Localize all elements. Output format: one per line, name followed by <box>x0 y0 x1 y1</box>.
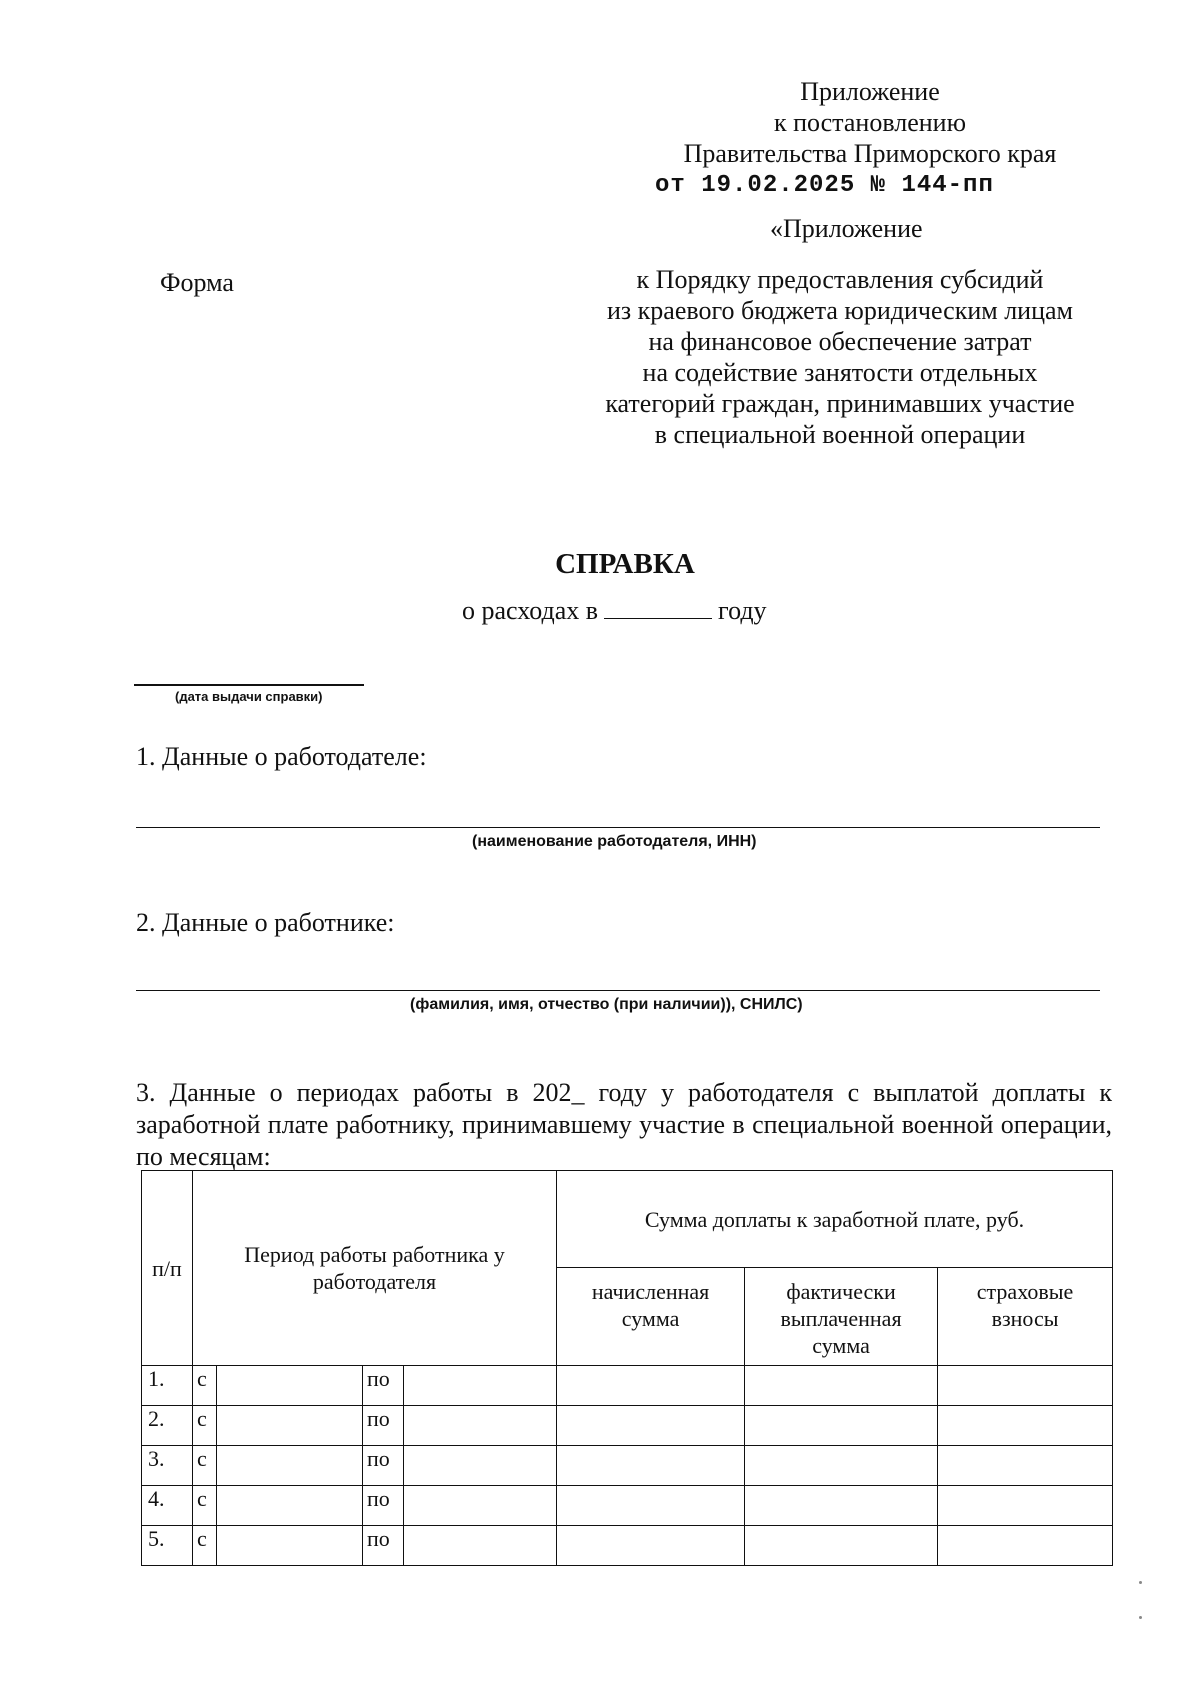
row-paid-cell[interactable] <box>745 1526 938 1566</box>
employer-caption: (наименование работодателя, ИНН) <box>472 833 757 850</box>
order-line: категорий граждан, принимавших участие <box>605 389 1075 418</box>
date-line[interactable] <box>134 684 364 686</box>
section-periods-text: 3. Данные о периодах работы в 202_ году у работодателя с выплатой доплаты к заработной плате работнику, принимавшему участие в специальной военной операции, по месяцам: <box>136 1078 1112 1171</box>
row-to-cell[interactable] <box>404 1486 557 1526</box>
header-paid-text: фактически выплаченная сумма <box>780 1279 902 1358</box>
row-to-cell[interactable] <box>404 1406 557 1446</box>
row-accrued-cell[interactable] <box>557 1526 745 1566</box>
table-row <box>142 1446 1113 1486</box>
header-sum-group-text: Сумма доплаты к заработной плате, руб. <box>644 1206 1025 1232</box>
row-accrued-cell[interactable] <box>557 1486 745 1526</box>
row-to-label: по <box>363 1446 404 1486</box>
appendix-line: Правительства Приморского края <box>683 139 1057 168</box>
header-accrued-text: начисленная сумма <box>591 1279 710 1331</box>
order-line: к Порядку предоставления субсидий <box>636 265 1044 294</box>
row-from-label: с <box>193 1366 217 1406</box>
subtitle-after: году <box>718 596 767 625</box>
resolution-number: от 19.02.2025 № 144-пп <box>655 172 994 199</box>
row-number: 1. <box>142 1366 193 1406</box>
order-line: из краевого бюджета юридическим лицам <box>606 296 1074 325</box>
row-accrued-cell[interactable] <box>557 1406 745 1446</box>
row-number: 3. <box>142 1446 193 1486</box>
row-number: 4. <box>142 1486 193 1526</box>
row-to-cell[interactable] <box>404 1446 557 1486</box>
row-paid-cell[interactable] <box>745 1366 938 1406</box>
row-to-label: по <box>363 1486 404 1526</box>
employee-line[interactable] <box>136 990 1100 991</box>
order-line: в специальной военной операции <box>654 420 1026 449</box>
scan-speck <box>1139 1581 1142 1584</box>
document-title: СПРАВКА <box>555 548 695 580</box>
appendix-line: к постановлению <box>773 108 967 137</box>
header-insurance <box>938 1268 1113 1366</box>
row-from-cell[interactable] <box>217 1446 363 1486</box>
row-paid-cell[interactable] <box>745 1486 938 1526</box>
header-period <box>193 1171 557 1366</box>
row-paid-cell[interactable] <box>745 1446 938 1486</box>
row-from-label: с <box>193 1486 217 1526</box>
row-from-cell[interactable] <box>217 1366 363 1406</box>
form-label: Форма <box>160 268 234 297</box>
row-accrued-cell[interactable] <box>557 1446 745 1486</box>
row-from-label: с <box>193 1526 217 1566</box>
section-employer-heading: 1. Данные о работодателе: <box>136 742 427 771</box>
row-to-label: по <box>363 1526 404 1566</box>
row-from-label: с <box>193 1406 217 1446</box>
table-row <box>142 1526 1113 1566</box>
header-accrued <box>557 1268 745 1366</box>
scan-speck <box>1139 1616 1142 1619</box>
order-line: на финансовое обеспечение затрат <box>648 327 1032 356</box>
row-to-label: по <box>363 1366 404 1406</box>
employee-caption: (фамилия, имя, отчество (при наличии)), СНИЛС) <box>410 996 803 1013</box>
table-row <box>142 1406 1113 1446</box>
row-to-cell[interactable] <box>404 1526 557 1566</box>
row-from-label: с <box>193 1446 217 1486</box>
year-blank[interactable] <box>604 600 712 619</box>
document-subtitle <box>462 596 767 626</box>
header-period-text: Период работы работника у работодателя <box>244 1242 505 1294</box>
date-caption: (дата выдачи справки) <box>175 689 323 704</box>
row-number: 5. <box>142 1526 193 1566</box>
header-insurance-text: страховые взносы <box>976 1279 1074 1331</box>
row-insurance-cell[interactable] <box>938 1446 1113 1486</box>
row-insurance-cell[interactable] <box>938 1366 1113 1406</box>
row-to-cell[interactable] <box>404 1366 557 1406</box>
employer-line[interactable] <box>136 827 1100 828</box>
order-reference <box>560 264 1120 450</box>
table-row <box>142 1366 1113 1406</box>
row-number: 2. <box>142 1406 193 1446</box>
header-paid <box>745 1268 938 1366</box>
order-line: на содействие занятости отдельных <box>642 358 1038 387</box>
table-row <box>142 1486 1113 1526</box>
appendix-line: Приложение <box>800 77 940 106</box>
header-num <box>142 1171 193 1366</box>
section-employee-heading: 2. Данные о работнике: <box>136 908 395 937</box>
row-insurance-cell[interactable] <box>938 1526 1113 1566</box>
row-from-cell[interactable] <box>217 1526 363 1566</box>
subtitle-before: о расходах в <box>462 596 599 625</box>
periods-table <box>141 1170 1113 1566</box>
row-paid-cell[interactable] <box>745 1406 938 1446</box>
appendix-quote: «Приложение <box>770 214 923 243</box>
header-sum-group <box>557 1171 1113 1268</box>
row-from-cell[interactable] <box>217 1406 363 1446</box>
appendix-header <box>630 76 1110 169</box>
row-insurance-cell[interactable] <box>938 1406 1113 1446</box>
row-accrued-cell[interactable] <box>557 1366 745 1406</box>
header-num-text: п/п <box>152 1255 182 1281</box>
row-insurance-cell[interactable] <box>938 1486 1113 1526</box>
row-from-cell[interactable] <box>217 1486 363 1526</box>
row-to-label: по <box>363 1406 404 1446</box>
